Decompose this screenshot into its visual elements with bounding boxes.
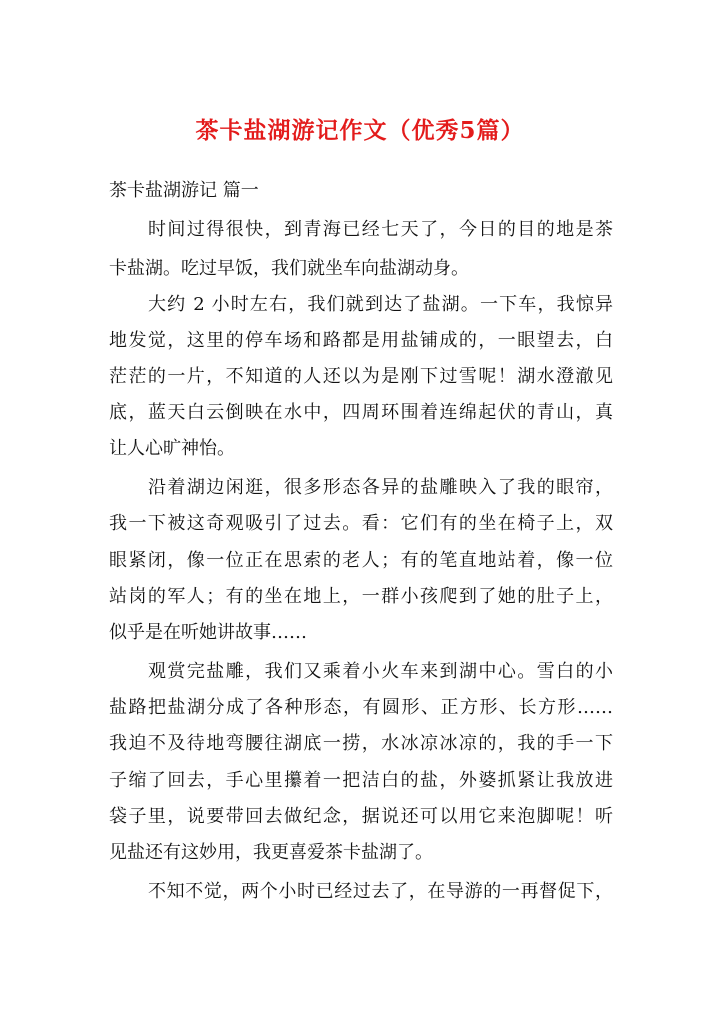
paragraph-2-line-2: 地发觉，这里的停车场和路都是用盐铺成的，一眼望去，白 [109,330,613,351]
paragraph-3-line-5: 似乎是在听她讲故事…… [109,622,307,643]
paragraph-2-line-1: 大约 2 小时左右，我们就到达了盐湖。一下车，我惊异 [148,294,613,315]
paragraph-3-line-1: 沿着湖边闲逛，很多形态各异的盐雕映入了我的眼帘， [148,477,613,498]
paragraph-1-line-1: 时间过得很快，到青海已经七天了，今日的目的地是茶 [148,219,613,240]
paragraph-4-line-6: 见盐还有这妙用，我更喜爱茶卡盐湖了。 [109,842,433,863]
paragraph-2-line-3: 茫茫的一片，不知道的人还以为是刚下过雪呢！湖水澄澈见 [109,366,613,387]
paragraph-3-line-4: 站岗的军人；有的坐在地上，一群小孩爬到了她的肚子上， [109,586,613,607]
paragraph-2-line-5: 让人心旷神怡。 [109,438,235,459]
section-heading: 茶卡盐湖游记 篇一 [109,180,259,201]
paragraph-3-line-2: 我一下被这奇观吸引了过去。看：它们有的坐在椅子上，双 [109,513,613,534]
paragraph-4-line-2: 盐路把盐湖分成了各种形态，有圆形、正方形、长方形…… [109,697,613,718]
paragraph-3-line-3: 眼紧闭，像一位正在思索的老人；有的笔直地站着，像一位 [109,550,613,571]
paragraph-4-line-4: 子缩了回去，手心里攥着一把洁白的盐，外婆抓紧让我放进 [109,770,613,791]
paragraph-1-line-2: 卡盐湖。吃过早饭，我们就坐车向盐湖动身。 [109,258,469,279]
paragraph-4-line-5: 袋子里，说要带回去做纪念，据说还可以用它来泡脚呢！听 [109,806,613,827]
paragraph-4-line-3: 我迫不及待地弯腰往湖底一捞，水冰凉冰凉的，我的手一下 [109,733,613,754]
document-title: 茶卡盐湖游记作文（优秀5篇） [195,117,525,144]
paragraph-2-line-4: 底，蓝天白云倒映在水中，四周环围着连绵起伏的青山，真 [109,402,613,423]
paragraph-4-line-1: 观赏完盐雕，我们又乘着小火车来到湖中心。雪白的小 [148,661,613,682]
paragraph-5-line-1: 不知不觉，两个小时已经过去了，在导游的一再督促下， [148,881,613,902]
